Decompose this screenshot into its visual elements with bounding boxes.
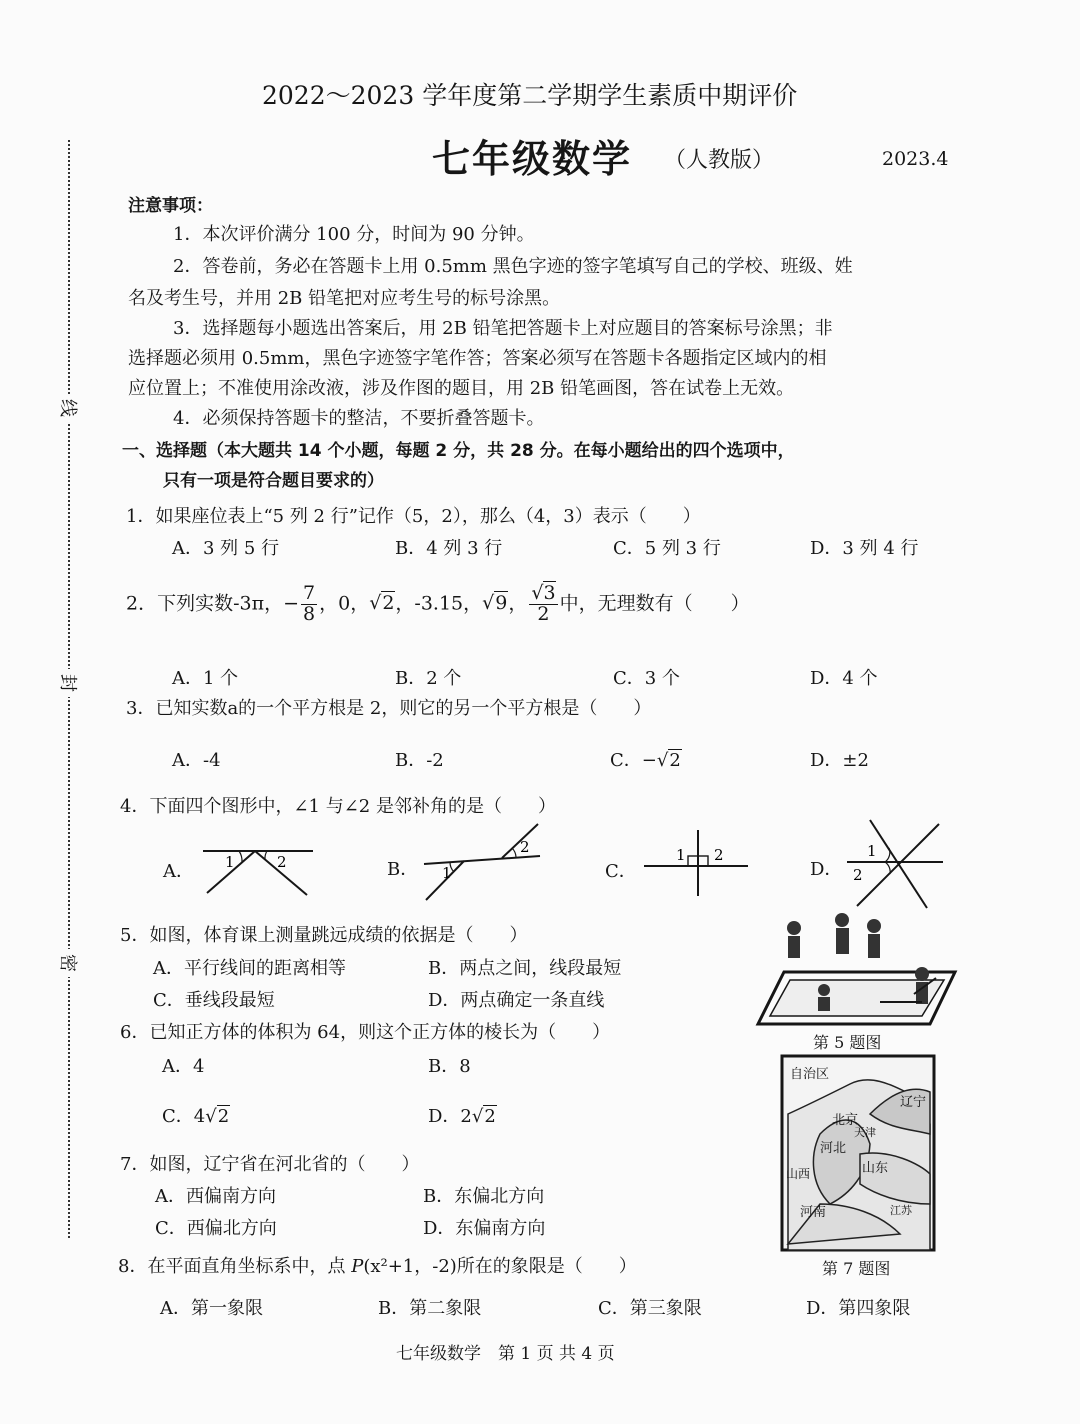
q5-option-c: C．垂线段最短	[153, 990, 275, 1011]
q4b-angle1-label: 1	[442, 864, 452, 882]
q4-option-b: B．	[387, 859, 419, 880]
q3-option-b: B．-2	[395, 750, 444, 771]
q4-stem: 4．下面四个图形中，∠1 与∠2 是邻补角的是（ ）	[120, 796, 556, 817]
map-label-zizhiqu: 自治区	[790, 1067, 830, 1082]
q4c-angle1-label: 1	[676, 846, 686, 864]
map-label-henan: 河南	[800, 1205, 827, 1220]
q7-figure-caption: 第 7 题图	[822, 1259, 891, 1278]
q6-option-b: B．8	[428, 1056, 471, 1077]
q7-option-b: B．东偏北方向	[423, 1186, 545, 1207]
map-label-shanxi: 山西	[786, 1167, 811, 1181]
q2-option-b: B．2 个	[395, 668, 462, 689]
q5-option-a: A．平行线间的距离相等	[153, 958, 346, 979]
q2-option-d: D．4 个	[810, 668, 878, 689]
q4-option-a: A．	[163, 861, 194, 882]
q4c-angle2-label: 2	[714, 846, 724, 864]
long-jump-illustration	[750, 906, 970, 1032]
edition-label: （人教版）	[664, 148, 775, 173]
q2-option-a: A．1 个	[172, 668, 239, 689]
map-label-shandong: 山东	[862, 1161, 889, 1176]
q1-option-b: B．4 列 3 行	[395, 538, 503, 559]
q7-option-c: C．西偏北方向	[155, 1218, 277, 1239]
subject-title: 七年级数学	[432, 136, 633, 181]
q7-option-d: D．东偏南方向	[423, 1218, 546, 1239]
q4-figure-a	[195, 835, 320, 900]
notice-item-3-cont2: 应位置上；不准使用涂改液，涉及作图的题目，用 2B 铅笔画图，答在试卷上无效。	[128, 378, 795, 399]
q1-option-a: A．3 列 5 行	[172, 538, 280, 559]
q7-option-a: A．西偏南方向	[155, 1186, 276, 1207]
q4a-angle2-label: 2	[277, 853, 287, 871]
q7-stem: 7．如图，辽宁省在河北省的（ ）	[120, 1154, 420, 1175]
map-label-beijing: 北京	[832, 1113, 859, 1128]
section-heading-cont: 只有一项是符合题目要求的）	[163, 471, 384, 491]
q1-option-c: C．5 列 3 行	[613, 538, 721, 559]
q4-figure-c	[640, 826, 752, 898]
q5-option-b: B．两点之间，线段最短	[428, 958, 622, 979]
q6-option-a: A．4	[162, 1056, 205, 1077]
binding-label-seal: 封	[56, 669, 82, 697]
binding-label-secret: 密	[56, 949, 82, 977]
notice-item-4: 4．必须保持答题卡的整洁，不要折叠答题卡。	[173, 408, 545, 429]
q4-option-c: C．	[605, 861, 637, 882]
fraction-sqrt3-over-2: $\frac{√3}{2}$	[531, 582, 556, 625]
q6-stem: 6．已知正方体的体积为 64，则这个正方体的棱长为（ ）	[120, 1022, 611, 1043]
sqrt-2: √2	[369, 592, 395, 615]
map-label-jiangsu: 江苏	[890, 1204, 912, 1217]
q3-option-d: D．±2	[810, 750, 869, 771]
q3-option-a: A．-4	[172, 750, 221, 771]
binding-label-line: 线	[56, 394, 82, 422]
q8-stem: 8．在平面直角坐标系中，点 P(x²+1，-2)所在的象限是（ ）	[118, 1256, 637, 1277]
q4d-angle2-label: 2	[853, 866, 863, 884]
q4-figure-b	[420, 820, 545, 902]
page-footer: 七年级数学 第 1 页 共 4 页	[396, 1344, 615, 1364]
q4d-angle1-label: 1	[867, 842, 877, 860]
q6-option-d: D．2√2	[428, 1106, 496, 1127]
q5-figure-caption: 第 5 题图	[813, 1033, 882, 1052]
sqrt-9: √9	[482, 592, 508, 615]
q2-option-c: C．3 个	[613, 668, 680, 689]
q2-stem: 2．下列实数-3π，− $\frac{7}{8}$ ，0，√2，-3.15，√9， $\frac{√3}{2}$ 中，无理数有（ ）	[126, 582, 750, 625]
q3-stem: 3．已知实数a的一个平方根是 2，则它的另一个平方根是（ ）	[126, 698, 652, 719]
north-china-map	[780, 1054, 936, 1252]
q1-option-d: D．3 列 4 行	[810, 538, 919, 559]
fraction-7-8: $\frac{7}{8}$	[303, 582, 316, 625]
map-label-hebei: 河北	[820, 1141, 847, 1156]
q6-option-c: C．4√2	[162, 1106, 230, 1127]
notice-item-3: 3．选择题每小题选出答案后，用 2B 铅笔把答题卡上对应题目的答案标号涂黑；非	[173, 318, 833, 339]
q8-option-d: D．第四象限	[806, 1298, 911, 1319]
q1-stem: 1．如果座位表上“5 列 2 行”记作（5，2），那么（4，3）表示（ ）	[126, 506, 701, 527]
notice-item-1: 1．本次评价满分 100 分，时间为 90 分钟。	[173, 224, 535, 245]
q3-option-c: C．−√2	[610, 750, 681, 771]
q4a-angle1-label: 1	[225, 853, 235, 871]
q8-option-b: B．第二象限	[378, 1298, 482, 1319]
notice-heading: 注意事项：	[128, 196, 213, 216]
q4-option-d: D．	[810, 859, 843, 880]
notice-item-2: 2．答卷前，务必在答题卡上用 0.5mm 黑色字迹的签字笔填写自己的学校、班级、姓	[173, 256, 853, 277]
exam-date: 2023.4	[882, 148, 949, 170]
map-label-tianjin: 天津	[854, 1126, 876, 1139]
notice-item-2-cont: 名及考生号，并用 2B 铅笔把对应考生号的标号涂黑。	[128, 288, 561, 309]
map-label-liaoning: 辽宁	[900, 1095, 927, 1110]
notice-item-3-cont: 选择题必须用 0.5mm，黑色字迹签字笔作答；答案必须写在答题卡各题指定区域内的相	[128, 348, 827, 369]
q8-option-a: A．第一象限	[160, 1298, 263, 1319]
q8-option-c: C．第三象限	[598, 1298, 702, 1319]
q5-stem: 5．如图，体育课上测量跳远成绩的依据是（ ）	[120, 925, 528, 946]
q5-option-d: D．两点确定一条直线	[428, 990, 605, 1011]
exam-title: 2022～2023 学年度第二学期学生素质中期评价	[262, 81, 798, 110]
section-heading: 一、选择题（本大题共 14 个小题，每题 2 分，共 28 分。在每小题给出的四个选项中，	[122, 441, 795, 461]
q4-figure-d	[845, 818, 945, 910]
q4b-angle2-label: 2	[520, 838, 530, 856]
